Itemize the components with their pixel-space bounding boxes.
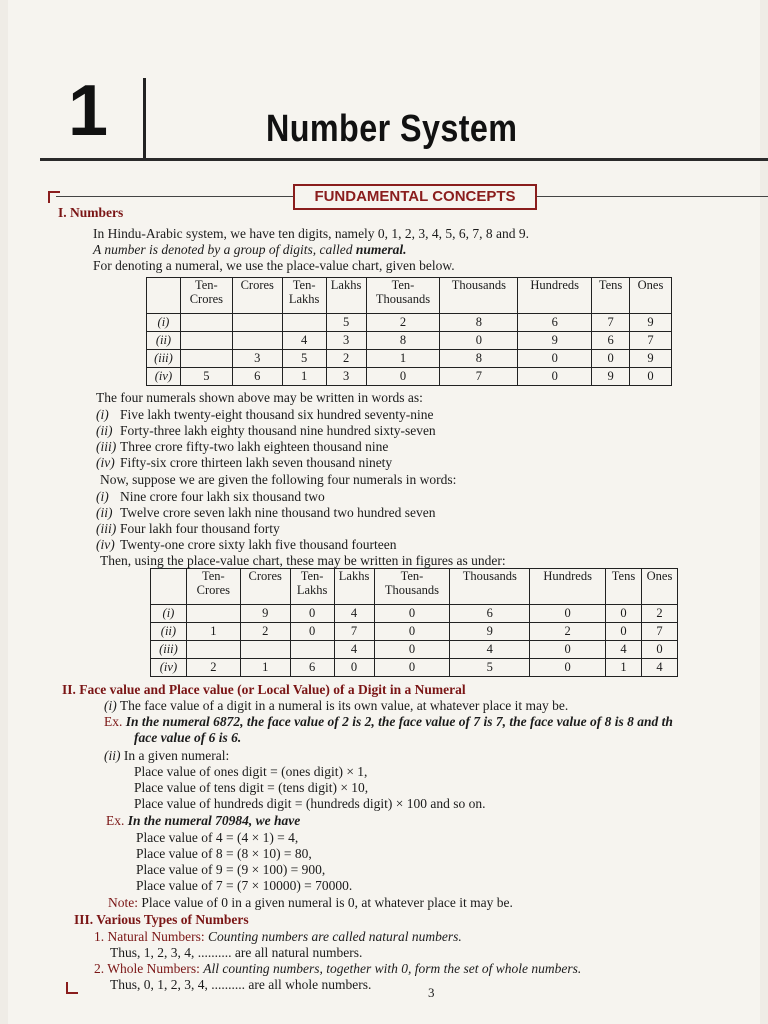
place-value-rule-3: Place value of hundreds digit = (hundreds digit) × 100 and so on.	[134, 796, 486, 811]
table-cell: 2	[366, 314, 440, 332]
table-cell	[180, 314, 232, 332]
given-item	[96, 489, 325, 505]
table-row	[147, 350, 672, 368]
column-header: Ten- Crores	[186, 569, 240, 605]
column-header: Thousands	[450, 569, 530, 605]
column-header: Ten- Lakhs	[282, 278, 326, 314]
row-label: (iv)	[151, 659, 187, 677]
words-item	[96, 423, 436, 439]
section-heading-types: III. Various Types of Numbers	[74, 912, 249, 927]
item-text: Twelve crore seven lakh nine thousand two hundred seven	[120, 505, 436, 520]
table-row	[151, 605, 678, 623]
intro-line-2-term: numeral.	[355, 242, 407, 257]
table-row	[151, 623, 678, 641]
frame-corner-bottom-left	[66, 982, 78, 994]
item-text: Three crore fifty-two lakh eighteen thousand nine	[120, 439, 389, 454]
example-2-line-2: Place value of 8 = (8 × 10) = 80,	[136, 846, 312, 861]
given-item	[96, 521, 280, 537]
note-text: Place value of 0 in a given numeral is 0, at whatever place it may be.	[141, 895, 513, 910]
table-1-header	[147, 278, 672, 314]
table-cell: 6	[450, 605, 530, 623]
table-cell: 9	[592, 368, 630, 386]
table-cell: 6	[290, 659, 334, 677]
point-ii-text: In a given numeral:	[123, 748, 230, 763]
table-cell	[282, 314, 326, 332]
table-cell: 2	[530, 623, 606, 641]
table-cell: 7	[630, 332, 672, 350]
place-value-rule-1: Place value of ones digit = (ones digit) × 1,	[134, 764, 368, 779]
table-cell	[180, 350, 232, 368]
table-cell: 0	[518, 368, 592, 386]
table-cell: 1	[186, 623, 240, 641]
item-number: (i)	[96, 489, 109, 504]
item-text: Five lakh twenty-eight thousand six hundred seventy-nine	[120, 407, 434, 422]
table-cell: 0	[374, 605, 450, 623]
table-cell: 0	[366, 368, 440, 386]
chapter-rule	[40, 158, 768, 161]
face-value-point-ii	[104, 748, 229, 764]
whole-numbers-example: Thus, 0, 1, 2, 3, 4, .......... are all whole numbers.	[110, 977, 372, 992]
table-cell	[240, 641, 290, 659]
example-2-line-1: Place value of 4 = (4 × 1) = 4,	[136, 830, 299, 845]
point-ii-number: (ii)	[104, 748, 121, 763]
natural-numbers-def	[94, 929, 462, 945]
table-cell: 7	[641, 623, 677, 641]
table-cell: 4	[282, 332, 326, 350]
table-cell: 0	[290, 623, 334, 641]
table-2-header	[151, 569, 678, 605]
table-cell: 4	[334, 641, 374, 659]
table-cell: 3	[232, 350, 282, 368]
words-item	[96, 439, 388, 455]
column-header: Ones	[641, 569, 677, 605]
table-cell: 0	[530, 605, 606, 623]
item-text: Forty-three lakh eighty thousand nine hundred sixty-seven	[120, 423, 436, 438]
column-header: Lakhs	[326, 278, 366, 314]
item-number: (i)	[96, 407, 109, 422]
face-value-point-i	[104, 698, 568, 714]
whole-numbers-def	[94, 961, 581, 977]
intro-line-3: For denoting a numeral, we use the place-value chart, given below.	[93, 258, 455, 273]
table-cell: 9	[518, 332, 592, 350]
example-1	[104, 714, 673, 730]
section-heading-face-value: II. Face value and Place value (or Local Value) of a Digit in a Numeral	[62, 682, 466, 697]
table-cell: 1	[282, 368, 326, 386]
table-cell: 0	[606, 605, 642, 623]
example-1-text: In the numeral 6872, the face value of 2 is 2, the face value of 7 is 7, the face value of 8 is 8 and th	[125, 714, 673, 729]
natural-numbers-label: 1. Natural Numbers:	[94, 929, 205, 944]
page-number: 3	[428, 985, 435, 1000]
example-2-label: Ex.	[106, 813, 125, 828]
table-cell: 5	[326, 314, 366, 332]
table-cell: 0	[530, 641, 606, 659]
table-cell: 4	[334, 605, 374, 623]
example-2-line-3: Place value of 9 = (9 × 100) = 900,	[136, 862, 326, 877]
place-value-table-2	[150, 568, 678, 677]
table-row	[151, 641, 678, 659]
point-i-text: The face value of a digit in a numeral is its own value, at whatever place it may be.	[119, 698, 569, 713]
table-cell: 0	[374, 641, 450, 659]
whole-numbers-label: 2. Whole Numbers:	[94, 961, 200, 976]
given-intro: Now, suppose we are given the following four numerals in words:	[100, 472, 457, 487]
item-text: Four lakh four thousand forty	[120, 521, 280, 536]
table-cell: 9	[450, 623, 530, 641]
table-cell	[186, 641, 240, 659]
table-row	[147, 332, 672, 350]
chapter-divider	[143, 78, 146, 158]
table-cell: 0	[630, 368, 672, 386]
concepts-banner: FUNDAMENTAL CONCEPTS	[293, 184, 537, 210]
item-text: Fifty-six crore thirteen lakh seven thousand ninety	[120, 455, 393, 470]
words-item	[96, 407, 433, 423]
given-item	[96, 505, 435, 521]
table-cell: 0	[606, 623, 642, 641]
column-header: Crores	[240, 569, 290, 605]
table-cell	[186, 605, 240, 623]
table-cell: 7	[334, 623, 374, 641]
table-cell: 0	[374, 659, 450, 677]
table-cell: 0	[290, 605, 334, 623]
column-header: Ten- Lakhs	[290, 569, 334, 605]
table-cell: 8	[366, 332, 440, 350]
header-blank-cell	[147, 278, 181, 314]
column-header: Hundreds	[530, 569, 606, 605]
item-number: (iii)	[96, 521, 117, 536]
table-cell: 3	[326, 368, 366, 386]
table-cell: 0	[374, 623, 450, 641]
table-cell: 6	[592, 332, 630, 350]
words-intro: The four numerals shown above may be written in words as:	[96, 390, 423, 405]
table-cell: 0	[530, 659, 606, 677]
item-number: (iii)	[96, 439, 117, 454]
table-2-body	[151, 605, 678, 677]
chapter-title: Number System	[266, 108, 518, 150]
example-2-text: In the numeral 70984, we have	[127, 813, 301, 828]
table-cell: 5	[450, 659, 530, 677]
column-header: Thousands	[440, 278, 518, 314]
table-row	[147, 368, 672, 386]
row-label: (iv)	[147, 368, 181, 386]
then-line: Then, using the place-value chart, these may be written in figures as under:	[100, 553, 506, 568]
table-cell: 9	[630, 350, 672, 368]
table-cell: 7	[592, 314, 630, 332]
column-header: Ten- Thousands	[374, 569, 450, 605]
table-row	[151, 659, 678, 677]
column-header: Hundreds	[518, 278, 592, 314]
example-label: Ex.	[104, 714, 123, 729]
column-header: Tens	[606, 569, 642, 605]
table-cell: 4	[450, 641, 530, 659]
column-header: Ten- Crores	[180, 278, 232, 314]
natural-numbers-example: Thus, 1, 2, 3, 4, .......... are all natural numbers.	[110, 945, 363, 960]
table-cell: 0	[592, 350, 630, 368]
row-label: (iii)	[147, 350, 181, 368]
whole-numbers-text: All counting numbers, together with 0, form the set of whole numbers.	[203, 961, 582, 976]
table-cell: 4	[641, 659, 677, 677]
table-cell: 5	[180, 368, 232, 386]
textbook-page	[8, 0, 760, 1024]
table-cell: 1	[366, 350, 440, 368]
example-1-cont: face value of 6 is 6.	[134, 730, 242, 745]
table-cell: 5	[282, 350, 326, 368]
row-label: (iii)	[151, 641, 187, 659]
item-text: Nine crore four lakh six thousand two	[120, 489, 325, 504]
column-header: Tens	[592, 278, 630, 314]
chapter-number: 1	[68, 71, 109, 151]
table-cell: 2	[641, 605, 677, 623]
table-cell: 0	[440, 332, 518, 350]
table-cell: 3	[326, 332, 366, 350]
example-2-line-4: Place value of 7 = (7 × 10000) = 70000.	[136, 878, 353, 893]
item-text: Twenty-one crore sixty lakh five thousand fourteen	[120, 537, 397, 552]
point-i-number: (i)	[104, 698, 117, 713]
note	[108, 895, 513, 911]
intro-line-1: In Hindu-Arabic system, we have ten digits, namely 0, 1, 2, 3, 4, 5, 6, 7, 8 and 9.	[93, 226, 530, 241]
item-number: (iv)	[96, 455, 115, 470]
note-label: Note:	[108, 895, 138, 910]
table-row	[147, 314, 672, 332]
table-cell: 8	[440, 314, 518, 332]
intro-line-2	[93, 242, 407, 258]
intro-line-2-text: A number is denoted by a group of digits, called	[93, 242, 353, 257]
table-cell: 1	[606, 659, 642, 677]
row-label: (ii)	[151, 623, 187, 641]
table-cell	[232, 314, 282, 332]
example-2	[106, 813, 300, 829]
item-number: (iv)	[96, 537, 115, 552]
table-cell	[290, 641, 334, 659]
table-cell: 8	[440, 350, 518, 368]
header-blank-cell	[151, 569, 187, 605]
row-label: (i)	[147, 314, 181, 332]
table-1-body	[147, 314, 672, 386]
table-cell: 0	[334, 659, 374, 677]
table-cell: 4	[606, 641, 642, 659]
natural-numbers-text: Counting numbers are called natural numbers.	[207, 929, 462, 944]
table-cell: 2	[186, 659, 240, 677]
item-number: (ii)	[96, 505, 113, 520]
table-cell: 9	[240, 605, 290, 623]
item-number: (ii)	[96, 423, 113, 438]
table-cell: 6	[518, 314, 592, 332]
table-cell: 0	[518, 350, 592, 368]
table-cell: 0	[641, 641, 677, 659]
table-cell: 9	[630, 314, 672, 332]
frame-corner-top-left	[48, 191, 60, 203]
table-cell: 7	[440, 368, 518, 386]
table-cell: 1	[240, 659, 290, 677]
table-cell: 2	[240, 623, 290, 641]
given-item	[96, 537, 396, 553]
column-header: Ten- Thousands	[366, 278, 440, 314]
place-value-table-1	[146, 277, 672, 386]
column-header: Ones	[630, 278, 672, 314]
row-label: (ii)	[147, 332, 181, 350]
column-header: Lakhs	[334, 569, 374, 605]
table-cell: 2	[326, 350, 366, 368]
section-heading-numbers: I. Numbers	[58, 205, 124, 220]
row-label: (i)	[151, 605, 187, 623]
table-cell	[180, 332, 232, 350]
column-header: Crores	[232, 278, 282, 314]
words-item	[96, 455, 392, 471]
table-cell	[232, 332, 282, 350]
table-cell: 6	[232, 368, 282, 386]
place-value-rule-2: Place value of tens digit = (tens digit) × 10,	[134, 780, 369, 795]
